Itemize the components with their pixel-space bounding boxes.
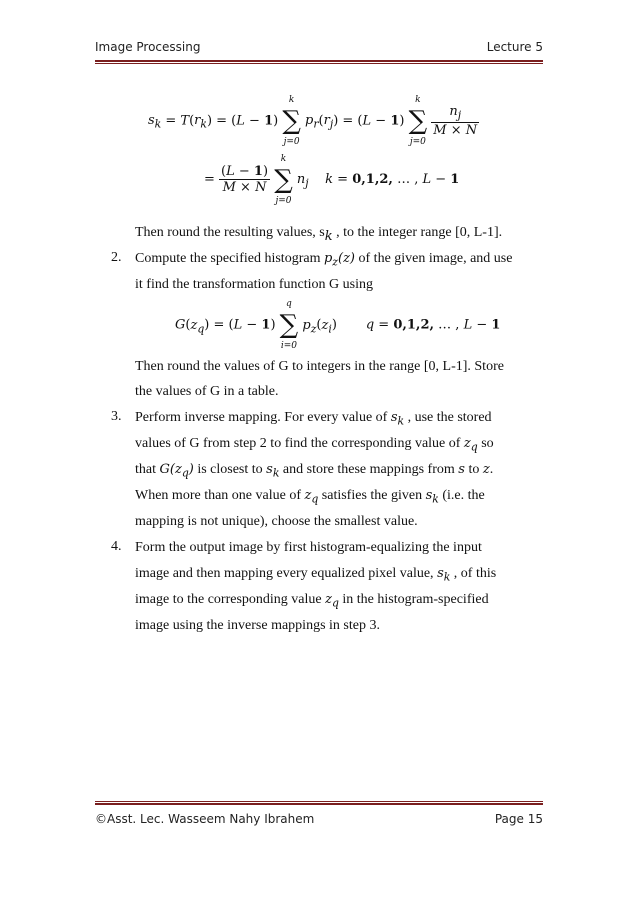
- step3-line2: values of G from step 2 to find the corresponding value of $z_q$ so: [135, 436, 494, 454]
- footer-author: ©Asst. Lec. Wasseem Nahy Ibrahem: [95, 812, 315, 826]
- step2-line1: Compute the specified histogram $p_z(z)$ of the given image, and use: [135, 251, 513, 269]
- step2-after2: the values of G in a table.: [135, 384, 279, 399]
- step3-line4: When more than one value of $z_q$ satisfies the given $s_k$ (i.e. the: [135, 488, 485, 506]
- step3-line1: Perform inverse mapping. For every value of $s_k$ , use the stored: [135, 410, 492, 428]
- equation-g: $G(z_q) = (L - 1)$ ∑ q i=0 $p_z(z_i)$ q = 0,1,2, … , L − 1: [175, 299, 501, 351]
- header-rule-thin: [95, 63, 543, 64]
- step3-line5: mapping is not unique), choose the smallest value.: [135, 514, 418, 529]
- header-lecture: Lecture 5: [486, 40, 543, 54]
- list-number-4: 4.: [111, 539, 122, 554]
- equation-sk: $s_k = T(r_k) = (L - 1)$ ∑ k j=0 $p_r(r_j) = (L - 1)$ ∑ k j=0 $\frac{n_j}{M \times N}$: [148, 94, 478, 147]
- step2-after1: Then round the values of G to integers in the range [0, L-1]. Store: [135, 359, 504, 374]
- footer-rule: [95, 803, 543, 805]
- step4-line2: image and then mapping every equalized pixel value, $s_k$ , of this: [135, 566, 497, 584]
- header-course: Image Processing: [95, 40, 201, 54]
- footer-rule-thin: [95, 801, 543, 802]
- paragraph-round-sk: Then round the resulting values, $s_k$ , to the integer range [0, L-1].: [135, 225, 503, 244]
- step4-line1: Form the output image by first histogram-equalizing the input: [135, 540, 482, 555]
- step4-line3: image to the corresponding value $z_q$ in the histogram-specified: [135, 592, 489, 610]
- page-footer: [95, 812, 543, 828]
- equation-sk-continued: = $\frac{(L - 1)}{M \times N}$ ∑ k j=0 $n_j$ k = 0,1,2, … , L − 1: [204, 153, 460, 206]
- list-number-3: 3.: [111, 409, 122, 424]
- footer-page-number: Page 15: [494, 812, 543, 826]
- step2-line2: it find the transformation function G using: [135, 277, 373, 292]
- step3-line3: that $G(z_q)$ is closest to $s_k$ and store these mappings from s to z.: [135, 462, 494, 480]
- page-header: [95, 40, 543, 56]
- header-rule: [95, 60, 543, 62]
- step4-line4: image using the inverse mappings in step 3.: [135, 618, 380, 633]
- list-number-2: 2.: [111, 250, 122, 265]
